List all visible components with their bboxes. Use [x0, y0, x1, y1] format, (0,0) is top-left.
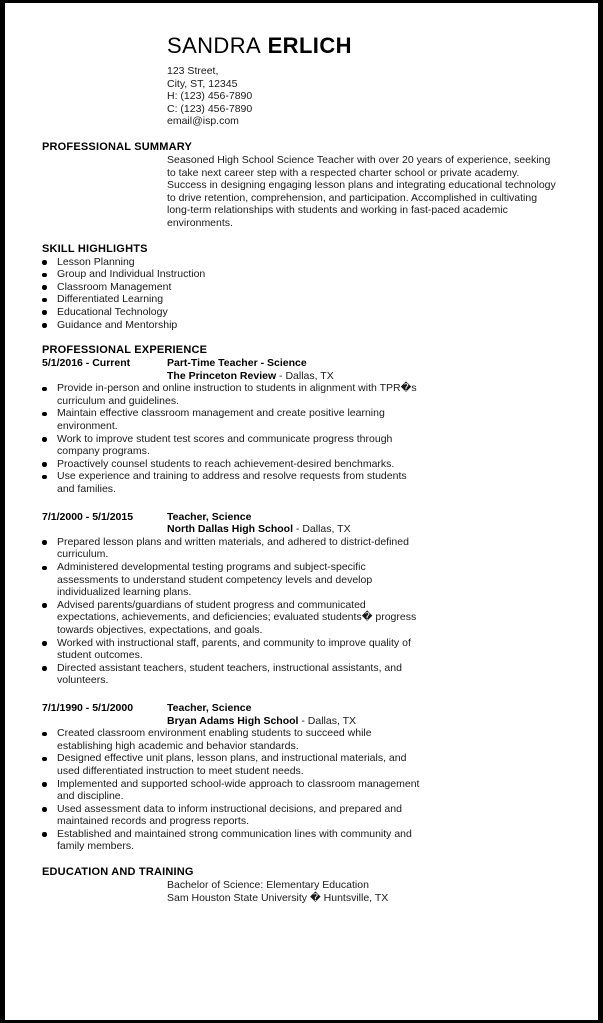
section-heading-skills: SKILL HIGHLIGHTS — [42, 242, 148, 255]
section-professional-summary — [42, 141, 568, 230]
experience-entry — [42, 511, 568, 687]
list-item: Prepared lesson plans and written materials, and adhered to district-defined curriculum. — [42, 536, 427, 561]
list-item: Group and Individual Instruction — [42, 268, 427, 281]
contact-email: email@isp.com — [167, 115, 239, 128]
list-item: Provide in-person and online instruction to students in alignment with TPR�s curriculum and guidelines. — [42, 382, 427, 407]
section-heading-education: EDUCATION AND TRAINING — [42, 866, 194, 879]
job-heading — [167, 357, 568, 382]
job-company: Bryan Adams High School — [167, 714, 299, 727]
list-item: Work to improve student test scores and communicate progress through company programs. — [42, 433, 427, 458]
resume-content — [5, 3, 598, 1020]
job-employer-line — [167, 370, 568, 383]
job-title: Part-Time Teacher - Science — [167, 357, 307, 370]
list-item: Worked with instructional staff, parents, and community to improve quality of student outcomes. — [42, 637, 427, 662]
job-company: North Dallas High School — [167, 523, 294, 536]
job-dates: 5/1/2016 - Current — [42, 357, 131, 370]
list-item: Directed assistant teachers, student teachers, instructional assistants, and volunteers. — [42, 662, 427, 687]
education-degree: Bachelor of Science: Elementary Education — [167, 879, 369, 892]
job-bullet-list — [42, 382, 568, 495]
job-bullet-list — [42, 727, 568, 853]
candidate-first-name: SANDRA — [167, 33, 262, 58]
job-dates: 7/1/1990 - 5/1/2000 — [42, 701, 134, 714]
section-heading-summary: PROFESSIONAL SUMMARY — [42, 140, 193, 153]
contact-street: 123 Street, — [167, 65, 219, 77]
skills-list — [42, 256, 568, 332]
job-location: - Dallas, TX — [293, 523, 351, 536]
list-item: Created classroom environment enabling students to succeed while establishing high academic and behavior standards. — [42, 727, 427, 752]
contact-cell-phone: C: (123) 456-7890 — [167, 102, 253, 115]
list-item: Designed effective unit plans, lesson plans, and instructional materials, and used differentiated instruction to meet student needs. — [42, 752, 427, 777]
job-bullet-list — [42, 536, 568, 687]
list-item: Used assessment data to inform instructional decisions, and prepared and maintained records and progress reports. — [42, 803, 427, 828]
section-education-and-training — [42, 866, 568, 904]
experience-entry — [42, 357, 568, 496]
list-item: Proactively counsel students to reach achievement-desired benchmarks. — [42, 458, 427, 471]
summary-text: Seasoned High School Science Teacher with over 20 years of experience, seeking to take next career step with a respected charter school or private academy. Success in designing engaging lesson plans and integrating educational technology to drive retention, comprehension, and participation. Accomplished in cultivating long-term relationships with students and working in fast-paced academic environments. — [167, 153, 556, 229]
job-company: The Princeton Review — [167, 369, 277, 382]
list-item: Educational Technology — [42, 306, 427, 319]
section-professional-experience — [42, 344, 568, 853]
job-title: Teacher, Science — [167, 701, 252, 714]
candidate-last-name: ERLICH — [267, 33, 352, 58]
job-heading — [167, 511, 568, 536]
job-employer-line — [167, 715, 568, 728]
list-item: Administered developmental testing programs and subject-specific assessments to understand student competency levels and develop individualized learning plans. — [42, 561, 427, 599]
list-item: Implemented and supported school-wide approach to classroom management and discipline. — [42, 778, 427, 803]
job-employer-line — [167, 523, 568, 536]
candidate-name — [167, 33, 568, 59]
list-item: Classroom Management — [42, 281, 427, 294]
section-skill-highlights — [42, 243, 568, 332]
list-item: Advised parents/guardians of student progress and communicated expectations, achievements, and deficiencies; evaluated students� progress towards objectives, expectations, and goals. — [42, 599, 427, 637]
list-item: Guidance and Mentorship — [42, 319, 427, 332]
education-institution: Sam Houston State University � Huntsville, TX — [167, 891, 389, 904]
section-heading-experience: PROFESSIONAL EXPERIENCE — [42, 344, 208, 357]
education-body — [167, 879, 568, 904]
list-item: Lesson Planning — [42, 256, 427, 269]
list-item: Maintain effective classroom management and create positive learning environment. — [42, 407, 427, 432]
contact-home-phone: H: (123) 456-7890 — [167, 90, 253, 103]
list-item: Established and maintained strong communication lines with community and family members. — [42, 828, 427, 853]
list-item: Use experience and training to address and resolve requests from students and families. — [42, 470, 427, 495]
job-title: Teacher, Science — [167, 510, 252, 523]
resume-header — [42, 33, 568, 128]
contact-city-state-zip: City, ST, 12345 — [167, 77, 238, 90]
job-location: - Dallas, TX — [276, 369, 334, 382]
summary-body — [167, 154, 568, 230]
job-dates: 7/1/2000 - 5/1/2015 — [42, 510, 134, 523]
job-location: - Dallas, TX — [298, 714, 357, 727]
experience-entry — [42, 702, 568, 853]
job-heading — [167, 702, 568, 727]
list-item: Differentiated Learning — [42, 293, 427, 306]
contact-block — [167, 65, 568, 128]
